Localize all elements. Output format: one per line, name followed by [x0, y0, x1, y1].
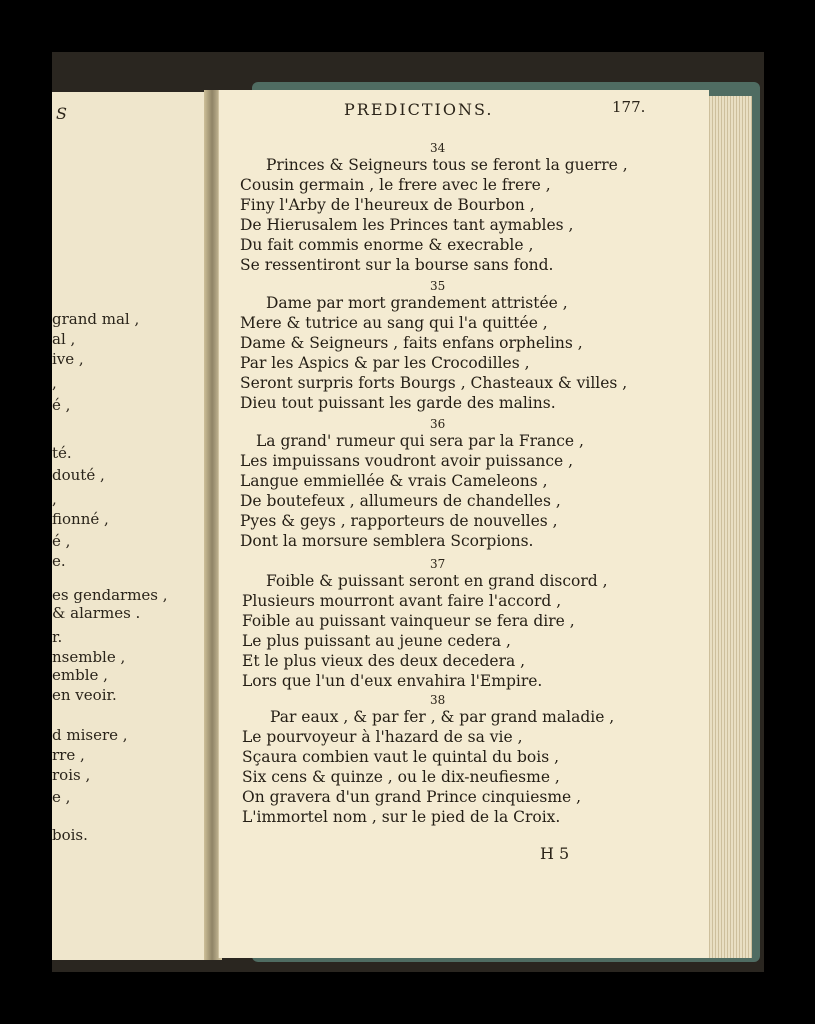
verse-line: Plusieurs mourront avant faire l'accord , [242, 592, 562, 610]
running-title: PREDICTIONS. [344, 100, 494, 119]
left-page-fragment: é , [52, 532, 71, 550]
verse-line: Par eaux , & par fer , & par grand maladie , [270, 708, 615, 726]
verse-line: Princes & Seigneurs tous se feront la guerre , [266, 156, 628, 174]
left-page-fragment: , [52, 490, 57, 508]
verse-line: Dieu tout puissant les garde des malins. [240, 394, 556, 412]
verse-line: Finy l'Arby de l'heureux de Bourbon , [240, 196, 535, 214]
left-page-fragment: té. [52, 444, 72, 462]
quatrain-number: 36 [430, 417, 446, 431]
verse-line: Foible & puissant seront en grand discord , [266, 572, 608, 590]
left-page-fragment: fionné , [52, 510, 109, 528]
left-page-fragment: bois. [52, 826, 88, 844]
left-page-fragment: d misere , [52, 726, 128, 744]
left-page-fragment: emble , [52, 666, 108, 684]
verse-line: Dame par mort grandement attristée , [266, 294, 568, 312]
left-page-fragment: en veoir. [52, 686, 117, 704]
left-page-fragment: al , [52, 330, 76, 348]
left-page-fragment: ive , [52, 350, 84, 368]
verse-line: L'immortel nom , sur le pied de la Croix. [242, 808, 561, 826]
left-page-fragment: , [52, 374, 57, 392]
left-page-fragment: douté , [52, 466, 105, 484]
left-page-fragment: rois , [52, 766, 91, 784]
verse-line: De Hierusalem les Princes tant aymables , [240, 216, 574, 234]
verse-line: Cousin germain , le frere avec le frere , [240, 176, 551, 194]
verse-line: Sçaura combien vaut le quintal du bois , [242, 748, 560, 766]
quatrain-number: 37 [430, 557, 446, 571]
verse-line: Le plus puissant au jeune cedera , [242, 632, 511, 650]
verse-line: Et le plus vieux des deux decedera , [242, 652, 526, 670]
quatrain-number: 34 [430, 141, 446, 155]
quatrain-number: 35 [430, 279, 446, 293]
page-header [52, 100, 764, 124]
left-page-marker: S [56, 104, 67, 123]
signature-mark: H 5 [540, 844, 570, 863]
page-number: 177. [612, 98, 646, 116]
verse-line: Six cens & quinze , ou le dix-neufiesme , [242, 768, 560, 786]
left-page-fragment: e , [52, 788, 71, 806]
verse-line: Par les Aspics & par les Crocodilles , [240, 354, 530, 372]
verse-line: Mere & tutrice au sang qui l'a quittée , [240, 314, 548, 332]
verse-line: Langue emmiellée & vrais Cameleons , [240, 472, 548, 490]
verse-line: Dame & Seigneurs , faits enfans orphelins , [240, 334, 583, 352]
left-page-fragment: e. [52, 552, 66, 570]
left-page-fragment: r. [52, 628, 63, 646]
verse-line: On gravera d'un grand Prince cinquiesme , [242, 788, 582, 806]
left-page-fragment: grand mal , [52, 310, 140, 328]
book-photo [52, 52, 764, 972]
verse-line: Pyes & geys , rapporteurs de nouvelles , [240, 512, 558, 530]
verse-line: Dont la morsure semblera Scorpions. [240, 532, 534, 550]
verse-line: La grand' rumeur qui sera par la France , [256, 432, 584, 450]
verse-line: Lors que l'un d'eux envahira l'Empire. [242, 672, 543, 690]
verse-line: Foible au puissant vainqueur se fera dire , [242, 612, 575, 630]
verse-line: Le pourvoyeur à l'hazard de sa vie , [242, 728, 523, 746]
left-page-fragment: é , [52, 396, 71, 414]
quatrain-number: 38 [430, 693, 446, 707]
left-page-fragment: rre , [52, 746, 85, 764]
left-page-fragment: & alarmes . [52, 604, 141, 622]
left-page-fragment: es gendarmes , [52, 586, 168, 604]
left-page [52, 92, 214, 960]
verse-line: Se ressentiront sur la bourse sans fond. [240, 256, 554, 274]
verse-line: Du fait commis enorme & execrable , [240, 236, 534, 254]
verse-line: Les impuissans voudront avoir puissance , [240, 452, 574, 470]
verse-line: Seront surpris forts Bourgs , Chasteaux & villes , [240, 374, 628, 392]
verse-line: De boutefeux , allumeurs de chandelles , [240, 492, 561, 510]
left-page-fragment: nsemble , [52, 648, 126, 666]
